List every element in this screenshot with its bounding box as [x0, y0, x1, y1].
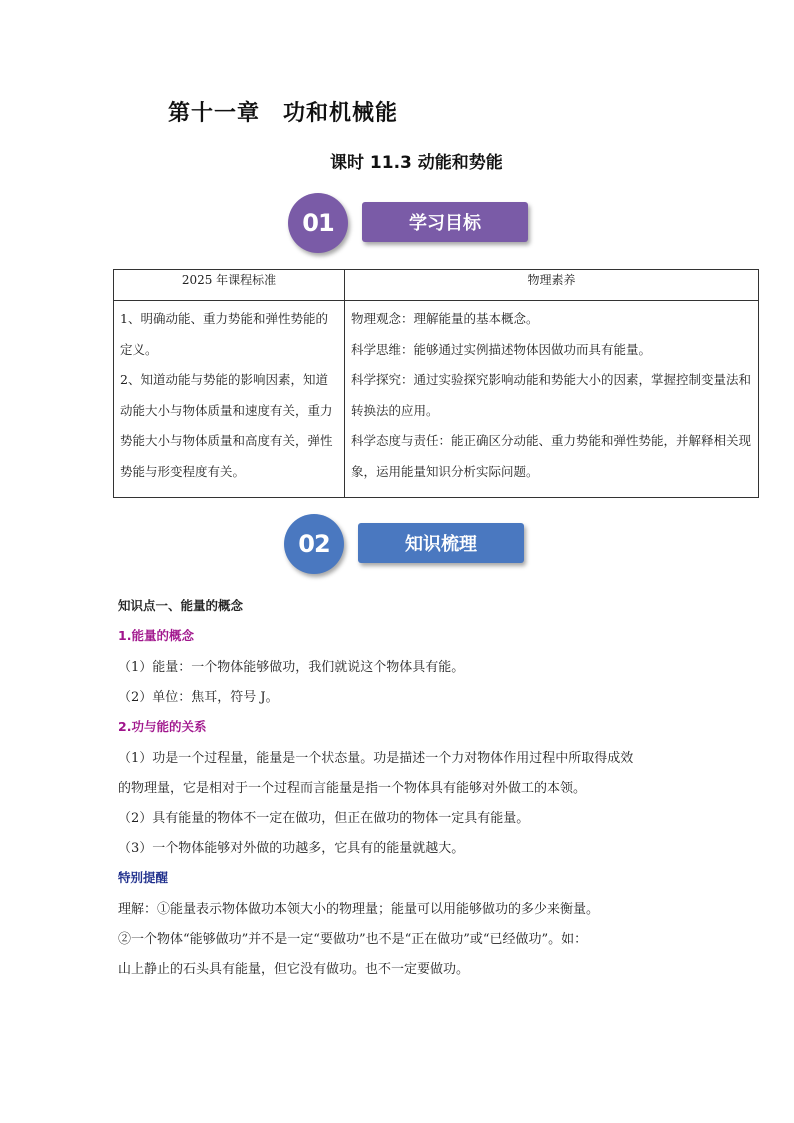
learning-goals-table — [113, 269, 759, 498]
table-header-literacy: 物理素养 — [345, 270, 759, 301]
paragraph-line: （2）单位：焦耳，符号 J。 — [118, 690, 279, 705]
paragraph-line: （1）能量：一个物体能够做功，我们就说这个物体具有能。 — [118, 660, 465, 675]
lesson-title: 课时 11.3 动能和势能 — [330, 153, 503, 173]
subsection-title: 2.功与能的关系 — [118, 719, 207, 734]
section-label: 学习目标 — [362, 202, 528, 242]
paragraph-line: （1）功是一个过程量，能量是一个状态量。功是描述一个力对物体作用过程中所取得成效 — [118, 751, 634, 766]
literacy-item: 物理观念：理解能量的基本概念。 — [351, 311, 539, 326]
standards-cell — [114, 301, 345, 498]
standard-item: 2、知道动能与势能的影响因素，知道动能大小与物体质量和速度有关，重力势能大小与物体质量和高度有关，弹性势能与形变程度有关。 — [120, 372, 333, 479]
literacy-cell — [345, 301, 759, 498]
section-label: 知识梳理 — [358, 523, 524, 563]
tip-title: 特别提醒 — [118, 870, 169, 885]
literacy-item: 科学思维：能够通过实例描述物体因做功而具有能量。 — [351, 341, 652, 357]
section-number: 01 — [288, 193, 348, 253]
table-header-standard: 2025 年课程标准 — [114, 270, 345, 301]
literacy-item: 科学态度与责任：能正确区分动能、重力势能和弹性势能，并解释相关现象，运用能量知识分析实际问题。 — [351, 433, 752, 479]
knowledge-point-title: 知识点一、能量的概念 — [118, 598, 244, 613]
paragraph-line: 理解：①能量表示物体做功本领大小的物理量；能量可以用能够做功的多少来衡量。 — [118, 902, 600, 917]
chapter-title: 第十一章 功和机械能 — [168, 101, 399, 126]
paragraph-line: （3）一个物体能够对外做的功越多，它具有的能量就越大。 — [118, 841, 465, 856]
section-number: 02 — [284, 514, 344, 574]
standard-item: 1、明确动能、重力势能和弹性势能的定义。 — [120, 311, 328, 357]
paragraph-line: 的物理量，它是相对于一个过程而言能量是指一个物体具有能够对外做工的本领。 — [118, 781, 587, 796]
literacy-item: 科学探究：通过实验探究影响动能和势能大小的因素，掌握控制变量法和转换法的应用。 — [351, 372, 752, 418]
subsection-title: 1.能量的概念 — [118, 628, 194, 643]
paragraph-line: ②一个物体“能够做功”并不是一定“要做功”也不是“正在做功”或“已经做功”。如： — [118, 932, 588, 947]
table-row — [114, 301, 759, 498]
table-header-row — [114, 270, 759, 301]
paragraph-line: （2）具有能量的物体不一定在做功，但正在做功的物体一定具有能量。 — [118, 811, 530, 826]
paragraph-line: 山上静止的石头具有能量，但它没有做功。也不一定要做功。 — [118, 962, 470, 977]
